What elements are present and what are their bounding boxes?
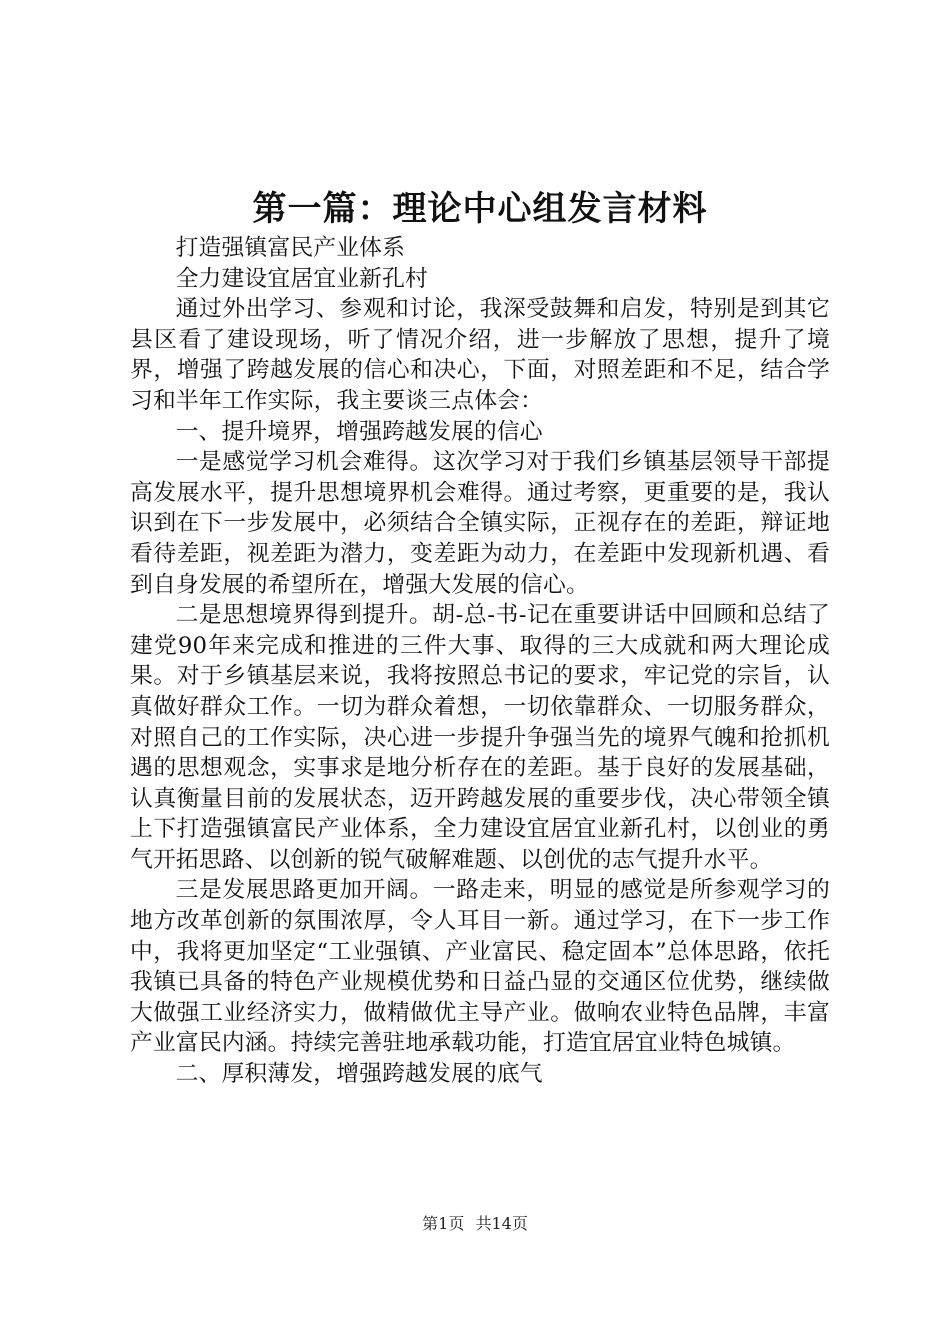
- section-heading-2: 二、厚积薄发，增强跨越发展的底气: [175, 1061, 543, 1088]
- section-heading-1: 一、提升境界，增强跨越发展的信心: [175, 418, 543, 445]
- document-body: [130, 233, 830, 1090]
- page-number: 第1页: [422, 1214, 465, 1233]
- subtitle-line-2: 全力建设宜居宜业新孔村: [175, 265, 429, 292]
- body-paragraph-3: 三是发展思路更加开阔。一路走来，明显的感觉是所参观学习的地方改革创新的氛围浓厚，令人耳目一新。通过学习，在下一步工作中，我将更加坚定“工业强镇、产业富民、稳定固本”总体思路，依托我镇已具备的特色产业规模优势和日益凸显的交通区位优势，继续做大做强工业经济实力，做精做优主导产业。做响农业特色品牌，丰富产业富民内涵。持续完善驻地承载功能，打造宜居宜业特色城镇。: [130, 877, 830, 1057]
- body-paragraph-2: 二是思想境界得到提升。胡-总-书-记在重要讲话中回顾和总结了建党90年来完成和推进的三件大事、取得的三大成就和两大理论成果。对于乡镇基层来说，我将按照总书记的要求，牢记党的宗旨，认真做好群众工作。一切为群众着想，一切依靠群众、一切服务群众，对照自己的工作实际，决心进一步提升争强当先的境界气魄和抢抓机遇的思想观念，实事求是地分析存在的差距。基于良好的发展基础，认真衡量目前的发展状态，迈开跨越发展的重要步伐，决心带领全镇上下打造强镇富民产业体系，全力建设宜居宜业新孔村，以创业的勇气开拓思路、以创新的锐气破解难题、以创优的志气提升水平。: [130, 602, 830, 873]
- intro-paragraph: 通过外出学习、参观和讨论，我深受鼓舞和启发，特别是到其它县区看了建设现场，听了情况介绍，进一步解放了思想，提升了境界，增强了跨越发展的信心和决心，下面，对照差距和不足，结合学习和半年工作实际，我主要谈三点体会：: [130, 296, 830, 414]
- body-paragraph-1: 一是感觉学习机会难得。这次学习对于我们乡镇基层领导干部提高发展水平，提升思想境界机会难得。通过考察，更重要的是，我认识到在下一步发展中，必须结合全镇实际，正视存在的差距，辩证地看待差距，视差距为潜力，变差距为动力，在差距中发现新机遇、看到自身发展的希望所在，增强大发展的信心。: [130, 449, 830, 598]
- page-footer: [0, 1212, 950, 1236]
- document-title: 第一篇：理论中心组发言材料: [252, 189, 708, 229]
- page-total: 共14页: [475, 1214, 528, 1233]
- subtitle-line-1: 打造强镇富民产业体系: [175, 235, 406, 261]
